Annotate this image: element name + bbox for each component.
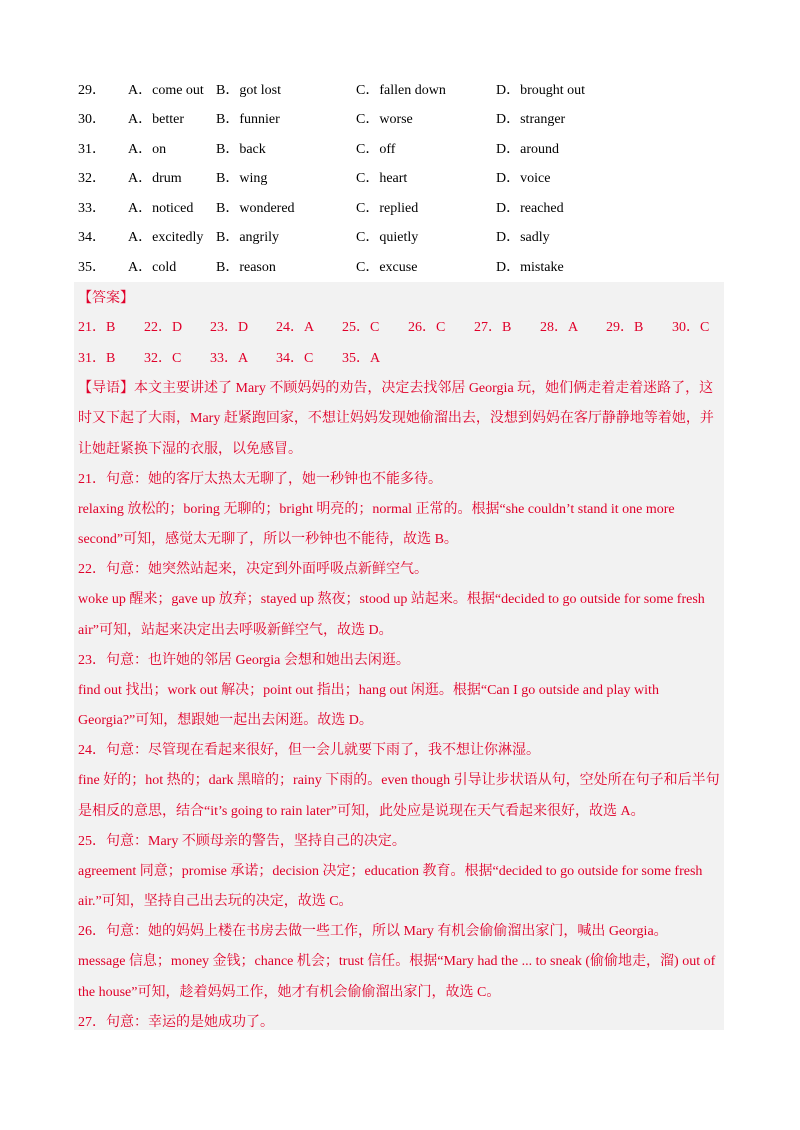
question-number: 30． — [78, 112, 106, 128]
option-b: B．wondered — [216, 200, 295, 216]
answer-key: 32．C — [144, 351, 182, 366]
question-number: 34． — [78, 230, 106, 246]
answer-key: 24．A — [276, 320, 315, 335]
options-list — [78, 74, 738, 281]
answer-key: 27．B — [474, 320, 512, 335]
option-d: D．voice — [496, 171, 551, 187]
question-number: 32． — [78, 171, 106, 187]
option-c: C．fallen down — [356, 82, 446, 98]
question-number: 31． — [78, 141, 106, 157]
explanation-line: the house”可知，趁着妈妈工作，她才有机会偷偷溜出家门，故选 C。 — [78, 985, 501, 1000]
option-c: C．worse — [356, 112, 413, 128]
explanation-line: 26．句意：她的妈妈上楼在书房去做一些工作，所以 Mary 有机会偷偷溜出家门，喊出 Georgia。 — [78, 924, 668, 939]
answer-heading: 【答案】 — [78, 291, 134, 306]
option-c: C．off — [356, 141, 396, 157]
option-d: D．sadly — [496, 230, 550, 246]
answer-key: 22．D — [144, 320, 183, 335]
option-row — [78, 163, 738, 193]
option-d: D．around — [496, 141, 559, 157]
answer-key: 33．A — [210, 351, 249, 366]
option-b: B．back — [216, 141, 266, 157]
intro-line: 时又下起了大雨，Mary 赶紧跑回家，不想让妈妈发现她偷溜出去，没想到妈妈在客厅静静地等着她，并 — [78, 411, 714, 426]
explanation-line: 22．句意：她突然站起来，决定到外面呼吸点新鲜空气。 — [78, 562, 428, 577]
answer-keys-row-2 — [78, 347, 408, 367]
explanation-line: 25．句意：Mary 不顾母亲的警告，坚持自己的决定。 — [78, 834, 406, 849]
explanation-line: message 信息；money 金钱；chance 机会；trust 信任。根据“Mary had the ... to sneak (偷偷地走，溜) out of — [78, 954, 716, 969]
answer-key: 30．C — [672, 320, 710, 335]
answer-key: 21．B — [78, 320, 116, 335]
explanation-line: 27．句意：幸运的是她成功了。 — [78, 1015, 274, 1030]
answer-key: 31．B — [78, 351, 116, 366]
option-b: B．reason — [216, 259, 276, 275]
explanation-line: fine 好的；hot 热的；dark 黑暗的；rainy 下雨的。even though 引导让步状语从句，空处所在句子和后半句 — [78, 773, 720, 788]
intro-line: 让她赶紧换下湿的衣服，以免感冒。 — [78, 442, 302, 457]
option-a: A．come out — [128, 82, 204, 98]
answer-key: 23．D — [210, 320, 249, 335]
option-row — [78, 192, 738, 222]
option-row — [78, 133, 738, 163]
option-c: C．heart — [356, 171, 408, 187]
option-row — [78, 74, 738, 104]
answer-key: 26．C — [408, 320, 446, 335]
option-d: D．stranger — [496, 112, 566, 128]
option-a: A．better — [128, 112, 184, 128]
option-b: B．funnier — [216, 112, 280, 128]
explanation-line: find out 找出；work out 解决；point out 指出；hang out 闲逛。根据“Can I go outside and play with — [78, 683, 659, 698]
explanation-line: air”可知，站起来决定出去呼吸新鲜空气，故选 D。 — [78, 623, 393, 638]
question-number: 29． — [78, 82, 106, 98]
option-a: A．drum — [128, 171, 182, 187]
option-b: B．angrily — [216, 230, 279, 246]
explanation-line: agreement 同意；promise 承诺；decision 决定；education 教育。根据“decided to go outside for some fresh — [78, 864, 703, 879]
option-a: A．excitedly — [128, 230, 204, 246]
answer-key: 25．C — [342, 320, 380, 335]
explanation-line: woke up 醒来；gave up 放弃；stayed up 熬夜；stood up 站起来。根据“decided to go outside for some fresh — [78, 592, 705, 607]
explanation-line: 23．句意：也许她的邻居 Georgia 会想和她出去闲逛。 — [78, 653, 410, 668]
explanation-line: air.”可知，坚持自己出去玩的决定，故选 C。 — [78, 894, 353, 909]
option-row — [78, 251, 738, 281]
answer-key: 34．C — [276, 351, 314, 366]
option-b: B．wing — [216, 171, 268, 187]
option-a: A．noticed — [128, 200, 194, 216]
option-b: B．got lost — [216, 82, 281, 98]
option-a: A．cold — [128, 259, 177, 275]
explanation-line: relaxing 放松的；boring 无聊的；bright 明亮的；normal 正常的。根据“she couldn’t stand it one more — [78, 502, 675, 517]
answer-key: 35．A — [342, 351, 381, 366]
explanation-line: 是相反的意思，结合“it’s going to rain later”可知，此处应是说现在天气看起来很好，故选 A。 — [78, 804, 645, 819]
option-c: C．replied — [356, 200, 419, 216]
option-c: C．excuse — [356, 259, 418, 275]
question-number: 33． — [78, 200, 106, 216]
intro-line: 【导语】本文主要讲述了 Mary 不顾妈妈的劝告，决定去找邻居 Georgia 玩，她们俩走着走着迷路了，这 — [78, 381, 714, 396]
answer-key: 29．B — [606, 320, 644, 335]
option-d: D．brought out — [496, 82, 586, 98]
explanation-line: second”可知，感觉太无聊了，所以一秒钟也不能待，故选 B。 — [78, 532, 458, 547]
option-row — [78, 222, 738, 252]
question-number: 35． — [78, 259, 106, 275]
explanation-line: 24．句意：尽管现在看起来很好，但一会儿就要下雨了，我不想让你淋湿。 — [78, 743, 540, 758]
option-row — [78, 104, 738, 134]
option-a: A．on — [128, 141, 167, 157]
explanation-line: Georgia?”可知，想跟她一起出去闲逛。故选 D。 — [78, 713, 373, 728]
answer-keys-row-1 — [78, 316, 712, 336]
answer-key: 28．A — [540, 320, 579, 335]
explanation-line: 21．句意：她的客厅太热太无聊了，她一秒钟也不能多待。 — [78, 472, 442, 487]
option-d: D．reached — [496, 200, 564, 216]
option-c: C．quietly — [356, 230, 419, 246]
option-d: D．mistake — [496, 259, 564, 275]
